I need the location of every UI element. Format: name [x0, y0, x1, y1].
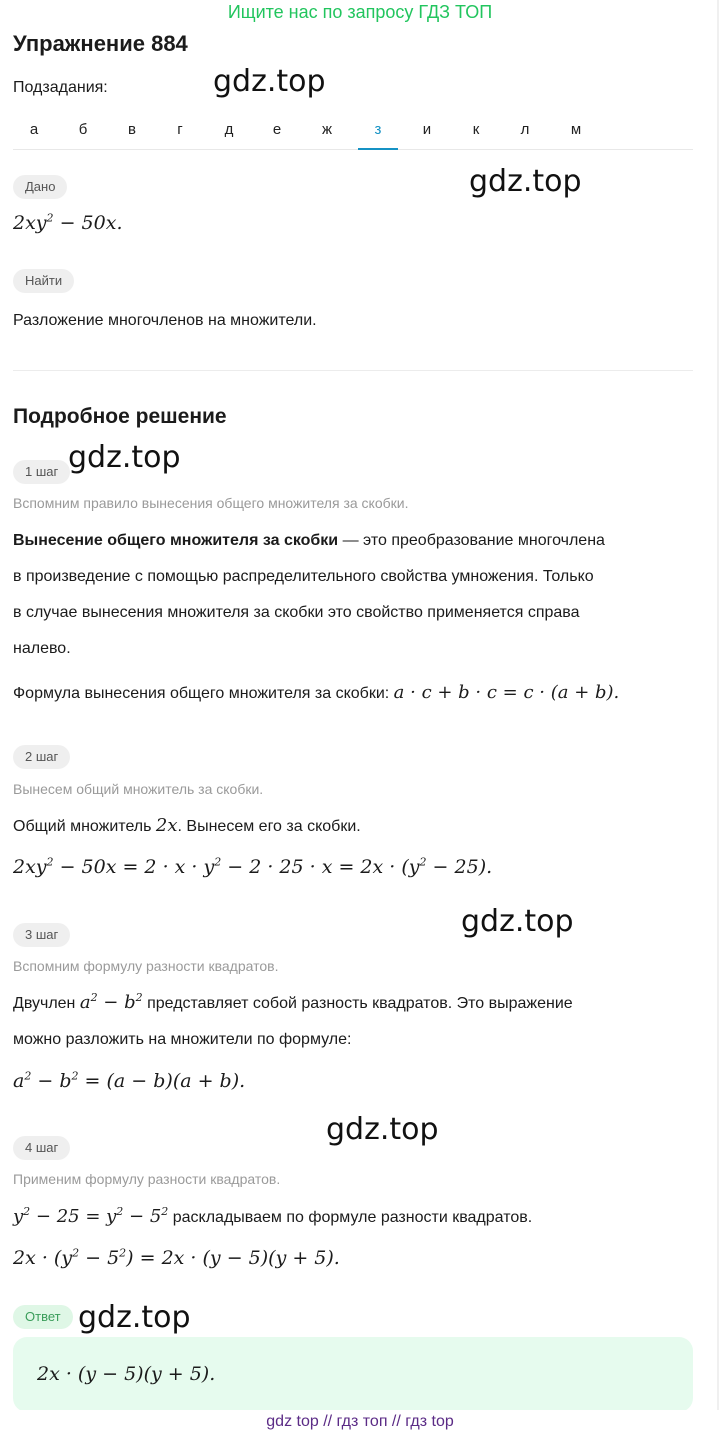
- step-4-hint: Применим формулу разности квадратов.: [13, 1171, 281, 1187]
- tab-zh[interactable]: ж: [321, 121, 333, 138]
- step-3-text-part: Двучлен: [13, 995, 80, 1012]
- step-2-text: [13, 808, 361, 845]
- step-4-badge: 4 шаг: [13, 1136, 70, 1160]
- eq-exp: 2: [161, 1205, 169, 1218]
- answer-badge: Ответ: [13, 1305, 73, 1329]
- solution-title: Подробное решение: [13, 405, 227, 428]
- tab-d[interactable]: д: [224, 121, 234, 138]
- step-3-line: можно разложить на множители по формуле:: [13, 1031, 352, 1048]
- eq-part: ) = 2x · (y − 5)(y + 5).: [126, 1247, 340, 1269]
- step-1-hint: Вспомним правило вынесения общего множителя за скобки.: [13, 495, 409, 511]
- formula-label: Формула вынесения общего множителя за скобки:: [13, 685, 394, 702]
- tab-l[interactable]: л: [520, 121, 530, 138]
- eq-part: 2xy: [13, 856, 47, 878]
- given-expr-exponent: 2: [46, 211, 54, 225]
- given-expr-part: 2xy: [13, 212, 47, 234]
- eq-exp: 2: [71, 1069, 79, 1083]
- page-title: Упражнение 884: [13, 31, 188, 56]
- footer-links[interactable]: gdz top // гдз топ // гдз top: [0, 1410, 720, 1437]
- eq-part: − 50x = 2 · x · y: [53, 856, 215, 878]
- tab-e[interactable]: е: [272, 121, 282, 138]
- step-3-text: [13, 985, 703, 1058]
- step-3-math: a: [79, 992, 91, 1013]
- watermark: gdz.top: [326, 1112, 439, 1147]
- eq-part: a: [13, 1070, 25, 1092]
- watermark: gdz.top: [78, 1300, 191, 1335]
- eq-part: = (a − b)(a + b).: [78, 1070, 246, 1092]
- step-1-line: [13, 523, 703, 559]
- step-4-badge-wrap: [13, 1136, 70, 1160]
- tab-k[interactable]: к: [472, 121, 480, 138]
- step-1-line: в произведение с помощью распределительного свойства умножения. Только: [13, 568, 594, 585]
- given-section: [13, 175, 67, 199]
- step-3-badge: 3 шаг: [13, 923, 70, 947]
- eq-exp: 2: [419, 855, 427, 869]
- subtask-tabs: [13, 113, 693, 150]
- find-badge: Найти: [13, 269, 74, 293]
- watermark: gdz.top: [461, 904, 574, 939]
- step-1-line: налево.: [13, 640, 71, 657]
- tab-v[interactable]: в: [128, 121, 136, 138]
- eq-exp: 2: [116, 1205, 124, 1218]
- eq-part: − 25).: [426, 856, 493, 878]
- formula-expression: a · c + b · c = c · (a + b).: [393, 682, 620, 703]
- eq-part: 2x · (y: [13, 1247, 73, 1269]
- watermark: gdz.top: [469, 164, 582, 199]
- tab-z[interactable]: з: [358, 113, 398, 150]
- find-section: [13, 269, 74, 293]
- eq-exp: 2: [72, 1246, 80, 1260]
- step-3-text-part: представляет собой разность квадратов. Это выражение: [142, 995, 573, 1012]
- step-1-badge: 1 шаг: [13, 460, 70, 484]
- step-3-line: [13, 985, 703, 1022]
- step-2-hint: Вынесем общий множитель за скобки.: [13, 781, 264, 797]
- eq-part: − b: [31, 1070, 72, 1092]
- step-3-exp: 2: [135, 991, 143, 1004]
- step-3-formula: [13, 1070, 245, 1092]
- watermark: gdz.top: [68, 440, 181, 475]
- step-2-text-math: 2x: [155, 815, 178, 836]
- step-2-equation: [13, 856, 492, 878]
- step-1-line-text: — это преобразование многочлена: [338, 532, 605, 549]
- given-badge: Дано: [13, 175, 67, 199]
- given-expression: [13, 212, 122, 234]
- step-1-term: Вынесение общего множителя за скобки: [13, 532, 339, 549]
- step-1-badge-wrap: [13, 460, 70, 484]
- step-2-text-part: . Вынесем его за скобки.: [177, 818, 361, 835]
- eq-part: y: [13, 1206, 24, 1227]
- step-3-exp: 2: [90, 991, 98, 1004]
- step-2-badge-wrap: [13, 745, 70, 769]
- find-text: Разложение многочленов на множители.: [13, 312, 317, 329]
- tab-b[interactable]: б: [78, 121, 88, 138]
- step-1-formula: [13, 675, 713, 712]
- step-3-hint: Вспомним формулу разности квадратов.: [13, 958, 279, 974]
- eq-exp: 2: [119, 1246, 127, 1260]
- tab-i[interactable]: и: [422, 121, 432, 138]
- given-expr-part: − 50x.: [53, 212, 123, 234]
- step-3-math: − b: [97, 992, 136, 1013]
- eq-exp: 2: [46, 855, 54, 869]
- eq-part: − 5: [123, 1206, 162, 1227]
- step-4-text: [13, 1199, 713, 1236]
- tab-a[interactable]: а: [29, 121, 39, 138]
- step-2-badge: 2 шаг: [13, 745, 70, 769]
- eq-exp: 2: [23, 1205, 31, 1218]
- eq-exp: 2: [24, 1069, 32, 1083]
- answer-badge-wrap: [13, 1305, 73, 1329]
- step-3-badge-wrap: [13, 923, 70, 947]
- watermark: gdz.top: [213, 64, 326, 99]
- tab-g[interactable]: г: [177, 121, 183, 138]
- eq-exp: 2: [214, 855, 222, 869]
- step-4-equation: [13, 1247, 340, 1269]
- step-4-text-part: раскладываем по формуле разности квадратов.: [168, 1209, 533, 1226]
- step-1-text: [13, 523, 703, 667]
- scroll-edge: [717, 0, 719, 1437]
- search-banner[interactable]: Ищите нас по запросу ГДЗ ТОП: [227, 2, 493, 22]
- eq-part: − 5: [79, 1247, 120, 1269]
- answer-text: 2x · (y − 5)(y + 5).: [37, 1363, 216, 1385]
- step-1-line: в случае вынесения множителя за скобки это свойство применяется справа: [13, 604, 580, 621]
- eq-part: − 2 · 25 · x = 2x · (y: [221, 856, 420, 878]
- section-divider: [13, 370, 693, 371]
- subtasks-label: Подзадания:: [13, 79, 108, 96]
- tab-m[interactable]: м: [570, 121, 582, 138]
- eq-part: − 25 = y: [30, 1206, 117, 1227]
- step-2-text-part: Общий множитель: [13, 818, 156, 835]
